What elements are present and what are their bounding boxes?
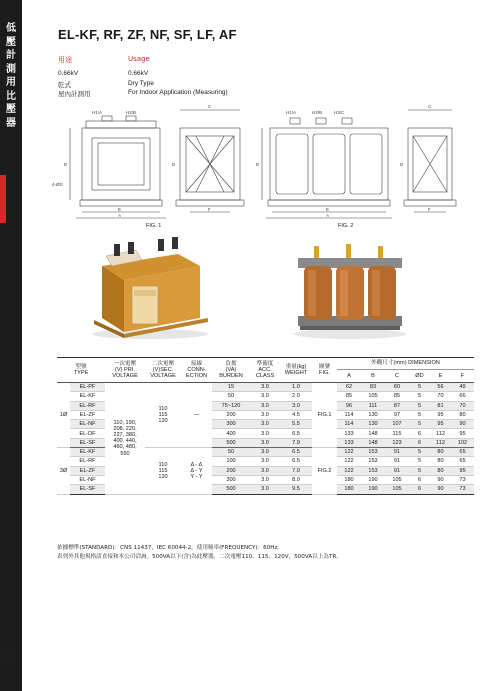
- cell-dim-f: 65: [451, 457, 474, 466]
- cell-dim-a: 122: [337, 466, 361, 475]
- usage-label-cn: 用途: [58, 56, 72, 64]
- cell-acc: 3.0: [250, 401, 280, 410]
- th-dim-f: F: [451, 370, 474, 383]
- cell-dim-a: 114: [337, 420, 361, 429]
- cell-acc: 3.0: [250, 448, 280, 457]
- cell-weight: 2.0: [280, 392, 312, 401]
- th-burden: [212, 358, 250, 383]
- usage-label-en: Usage: [128, 55, 150, 63]
- note-standard: 依據標準(STANDARD)：CNS 11437，IEC 60044-2，使用頻率(FREQUENCY)：60Hz。: [57, 545, 284, 551]
- cell-weight: 6.5: [280, 448, 312, 457]
- cell-dim-a: 62: [337, 383, 361, 392]
- usage-row-cn: 0.66kV: [58, 70, 79, 77]
- fig1-frame: [82, 128, 160, 200]
- th-connection: [181, 358, 212, 383]
- cell-dim-d: 5: [409, 392, 430, 401]
- th-conn-en1: CONN-: [187, 366, 206, 373]
- th-type-en: TYPE: [73, 370, 89, 376]
- th-type: [57, 358, 105, 383]
- cell-dim-e: 81: [430, 401, 451, 410]
- cell-type: EL-PF: [70, 383, 105, 392]
- cell-dim-d: 5: [409, 457, 430, 466]
- fig2-label-b: B: [256, 162, 260, 167]
- fig2-drawing: [262, 110, 456, 218]
- cell-dim-f: 70: [451, 401, 474, 410]
- side-title-char: 測: [6, 63, 16, 75]
- th-dim-c: C: [385, 370, 409, 383]
- th-fig-en: FIG.: [319, 370, 330, 376]
- spec-table-body: [57, 383, 474, 495]
- pri-voltage-line: 550: [120, 450, 130, 457]
- th-fig: [312, 358, 337, 383]
- cell-dim-b: 130: [361, 420, 385, 429]
- cell-dim-e: 56: [430, 383, 451, 392]
- dimension-drawings: [48, 100, 468, 228]
- cell-burden: 50: [212, 392, 250, 401]
- cell-dim-e: 90: [430, 485, 451, 494]
- pri-voltage-line: 400, 440,: [113, 438, 137, 445]
- side-title-char: 器: [6, 117, 16, 129]
- cell-weight: 7.9: [280, 438, 312, 447]
- fig2-label-h1a: H1/A: [286, 110, 297, 115]
- cell-dim-e: 112: [430, 438, 451, 447]
- cell-phase: 3Ø: [57, 448, 70, 494]
- cell-fig: FIG.2: [312, 448, 337, 494]
- fig1-label-d: D: [172, 162, 176, 167]
- cell-dim-c: 60: [385, 383, 409, 392]
- fig2-frame: [270, 128, 388, 200]
- sec-voltage-line: 110: [158, 405, 168, 412]
- cell-dim-e: 80: [430, 457, 451, 466]
- cell-weight: 5.5: [280, 420, 312, 429]
- th-pri-unit: (V) PRI.: [115, 366, 135, 373]
- cell-dim-b: 153: [361, 448, 385, 457]
- cell-sec-voltage: [145, 448, 181, 494]
- fig2-coil-2: [313, 134, 345, 194]
- cell-weight: 7.0: [280, 466, 312, 475]
- fig1-label-a: A: [118, 213, 122, 218]
- fig2-coil-3: [350, 134, 382, 194]
- cell-dim-b: 111: [361, 401, 385, 410]
- cell-burden: 200: [212, 466, 250, 475]
- cell-dim-b: 130: [361, 410, 385, 419]
- cell-acc: 3.0: [250, 438, 280, 447]
- fig2-label-f: F: [428, 207, 431, 212]
- pri-voltage-line: 110, 190,: [113, 419, 137, 426]
- product-photo-single-phase: [88, 236, 214, 340]
- cell-acc: 3.0: [250, 392, 280, 401]
- cell-acc: 3.0: [250, 410, 280, 419]
- cell-dim-a: 133: [337, 429, 361, 438]
- cell-dim-c: 85: [385, 392, 409, 401]
- cell-dim-c: 87: [385, 401, 409, 410]
- cell-burden: 50: [212, 448, 250, 457]
- cell-dim-d: 5: [409, 410, 430, 419]
- cell-type: EL-NF: [70, 420, 105, 429]
- cell-dim-e: 95: [430, 410, 451, 419]
- cell-dim-f: 80: [451, 410, 474, 419]
- th-dim-e: E: [430, 370, 451, 383]
- cell-dim-e: 80: [430, 466, 451, 475]
- cell-dim-a: 85: [337, 392, 361, 401]
- cell-dim-f: 90: [451, 420, 474, 429]
- cell-dim-f: 66: [451, 392, 474, 401]
- cell-dim-a: 133: [337, 438, 361, 447]
- cell-acc: 3.0: [250, 466, 280, 475]
- fig2-coil-1: [276, 134, 308, 194]
- cell-dim-c: 97: [385, 410, 409, 419]
- th-weight-en: WEIGHT: [284, 370, 308, 376]
- cell-type: EL-ZF: [70, 410, 105, 419]
- th-pri-voltage: [105, 358, 145, 383]
- cell-acc: 3.0: [250, 429, 280, 438]
- sec-voltage-line: 115: [158, 411, 168, 418]
- th-acc-en2: CLASS: [255, 373, 275, 380]
- fig1-label-b: B: [64, 162, 68, 167]
- cell-burden: 500: [212, 485, 250, 494]
- sec-voltage-line: 115: [158, 467, 168, 474]
- cell-burden: 300: [212, 475, 250, 484]
- cell-dim-d: 6: [409, 485, 430, 494]
- cell-type: EL-RF: [70, 457, 105, 466]
- cell-dim-c: 91: [385, 448, 409, 457]
- cell-dim-b: 105: [361, 392, 385, 401]
- fig2-label-c: C: [428, 104, 432, 109]
- fig1-drawing: [70, 110, 244, 218]
- cell-acc: 3.0: [250, 485, 280, 494]
- cell-dim-c: 91: [385, 457, 409, 466]
- cell-dim-d: 5: [409, 420, 430, 429]
- cell-type: EL-ZF: [70, 466, 105, 475]
- cell-connection: —: [181, 383, 212, 448]
- cell-dim-e: 70: [430, 392, 451, 401]
- cell-dim-d: 6: [409, 429, 430, 438]
- cell-phase: 1Ø: [57, 383, 70, 448]
- cell-dim-f: 73: [451, 475, 474, 484]
- cell-dim-e: 112: [430, 429, 451, 438]
- side-title-char: 壓: [6, 36, 16, 48]
- usage-row-en: For Indoor Application (Measuring): [128, 89, 228, 96]
- th-burden-cn: 負擔: [225, 360, 237, 367]
- cell-fig: FIG.1: [312, 383, 337, 448]
- cell-type: EL-RF: [70, 401, 105, 410]
- cell-dim-c: 115: [385, 429, 409, 438]
- page-number: 28: [4, 651, 13, 660]
- cell-weight: 9.5: [280, 485, 312, 494]
- connection-line: Δ - Δ: [190, 461, 203, 468]
- fig1-label-e: E: [118, 207, 122, 212]
- cell-type: EL-KF: [70, 392, 105, 401]
- cell-type: EL-NF: [70, 475, 105, 484]
- usage-row-cn: 乾式: [58, 82, 71, 89]
- cell-dim-b: 153: [361, 466, 385, 475]
- cell-dim-c: 105: [385, 485, 409, 494]
- pri-voltage-line: 227, 380,: [113, 432, 137, 439]
- cell-burden: 400: [212, 429, 250, 438]
- cell-burden: 500: [212, 438, 250, 447]
- cell-dim-a: 114: [337, 410, 361, 419]
- cell-dim-d: 5: [409, 401, 430, 410]
- cell-pri-voltage: [105, 383, 145, 495]
- th-acc-en1: ACC.: [258, 366, 272, 373]
- th-accuracy: [250, 358, 280, 383]
- cell-dim-f: 102: [451, 438, 474, 447]
- cell-burden: 15: [212, 383, 250, 392]
- cell-dim-a: 122: [337, 448, 361, 457]
- cell-weight: 4.5: [280, 410, 312, 419]
- fig1-label-h2b: H2/B: [126, 110, 137, 115]
- th-dimension: 外觀尺寸(mm) DIMENSION: [337, 358, 474, 370]
- cell-dim-a: 122: [337, 457, 361, 466]
- th-sec-en: VOLTAGE: [150, 373, 176, 380]
- sec-voltage-line: 120: [158, 473, 168, 480]
- th-weight: [280, 358, 312, 383]
- th-dim-b: B: [361, 370, 385, 383]
- note-contact: 表列外其他規格請直接和本公司洽詢。500VA以下(含)為此壓器，二次電壓110、115、120V，500VA以上為TR。: [57, 554, 342, 560]
- th-dim-d: ØD: [409, 370, 430, 383]
- cell-burden: 200: [212, 410, 250, 419]
- th-sec-voltage: [145, 358, 181, 383]
- pri-voltage-line: 460, 480,: [113, 444, 137, 451]
- fig2-label-e: E: [326, 207, 330, 212]
- cell-dim-e: 90: [430, 475, 451, 484]
- cell-dim-b: 83: [361, 383, 385, 392]
- usage-row-en: 0.66kV: [128, 70, 149, 77]
- cell-type: EL-SF: [70, 438, 105, 447]
- cell-dim-b: 190: [361, 475, 385, 484]
- th-type-cn: 型號: [75, 363, 87, 370]
- cell-dim-f: 49: [451, 383, 474, 392]
- side-title-char: 比: [6, 90, 16, 102]
- fig1-terminal-h1: [102, 116, 112, 121]
- side-title-char: 低: [6, 23, 16, 34]
- cell-dim-b: 148: [361, 438, 385, 447]
- cell-burden: 100: [212, 457, 250, 466]
- cell-dim-d: 5: [409, 448, 430, 457]
- cell-burden: 300: [212, 420, 250, 429]
- cell-acc: 3.0: [250, 457, 280, 466]
- cell-dim-c: 91: [385, 466, 409, 475]
- side-title-char: 計: [6, 50, 16, 61]
- fig1-base: [80, 200, 162, 206]
- cell-dim-b: 153: [361, 457, 385, 466]
- fig2-caption: FIG. 2: [338, 223, 354, 229]
- cell-dim-d: 6: [409, 475, 430, 484]
- cell-weight: 8.0: [280, 475, 312, 484]
- fig2-base: [268, 200, 390, 206]
- cell-dim-b: 190: [361, 485, 385, 494]
- th-burden-en: BURDEN: [219, 373, 243, 380]
- cell-type: EL-SF: [70, 485, 105, 494]
- cell-weight: 6.5: [280, 429, 312, 438]
- cell-connection: [181, 448, 212, 494]
- th-pri-en: VOLTAGE: [112, 373, 138, 380]
- th-burden-unit: (VA): [225, 366, 237, 373]
- cell-weight: 1.0: [280, 383, 312, 392]
- fig1-inner: [92, 138, 150, 190]
- cell-dim-f: 65: [451, 448, 474, 457]
- cell-dim-c: 107: [385, 420, 409, 429]
- fig2-label-h3c: H3/C: [334, 110, 345, 115]
- side-accent-bar: [0, 175, 6, 223]
- cell-dim-f: 95: [451, 429, 474, 438]
- cell-sec-voltage: [145, 383, 181, 448]
- th-dim-a: A: [337, 370, 361, 383]
- th-fig-cn: 圖號: [318, 363, 331, 370]
- side-title-char: 壓: [6, 104, 16, 115]
- cell-dim-e: 80: [430, 448, 451, 457]
- cell-dim-f: 95: [451, 466, 474, 475]
- sec-voltage-line: 110: [158, 461, 168, 468]
- side-title-char: 用: [6, 77, 16, 88]
- th-acc-cn: 準確度: [256, 360, 274, 367]
- fig1-core: [98, 143, 144, 185]
- fig1-terminal-h2: [126, 116, 136, 121]
- fig2-label-d: D: [400, 162, 404, 167]
- th-conn-en2: ECTION: [185, 373, 208, 380]
- sec-voltage-line: 120: [158, 418, 168, 425]
- cell-dim-e: 95: [430, 420, 451, 429]
- pri-voltage-line: 208, 220,: [113, 425, 137, 432]
- cell-dim-a: 96: [337, 401, 361, 410]
- fig2-labels: [256, 104, 432, 218]
- th-pri-cn: 一次電壓: [113, 360, 137, 367]
- cell-dim-a: 180: [337, 485, 361, 494]
- table-row: [57, 383, 474, 392]
- fig1-caption: FIG. 1: [146, 223, 162, 229]
- cell-acc: 3.0: [250, 420, 280, 429]
- cell-burden: 75~120: [212, 401, 250, 410]
- cell-acc: 3.0: [250, 383, 280, 392]
- th-sec-cn: 二次電壓: [151, 360, 175, 367]
- cell-dim-c: 105: [385, 475, 409, 484]
- cell-dim-a: 180: [337, 475, 361, 484]
- fig1-label-c: C: [208, 104, 212, 109]
- cell-acc: 3.0: [250, 475, 280, 484]
- cell-dim-d: 5: [409, 466, 430, 475]
- cell-weight: 6.5: [280, 457, 312, 466]
- usage-row-en: Dry Type: [128, 80, 154, 87]
- fig2-label-h2b: H2/B: [312, 110, 323, 115]
- connection-line: Δ - Y: [190, 467, 203, 474]
- cell-weight: 3.0: [280, 401, 312, 410]
- cell-type: EL-DF: [70, 429, 105, 438]
- fig1-label-h1a: H1/A: [92, 110, 103, 115]
- th-conn-cn: 接線: [190, 360, 203, 367]
- page-title: EL-KF, RF, ZF, NF, SF, LF, AF: [58, 27, 237, 42]
- fig2-label-a: A: [326, 213, 330, 218]
- side-title: [0, 22, 22, 130]
- th-weight-cn: 重量(kg): [285, 363, 307, 370]
- usage-row-cn: 屋內計測用: [58, 91, 91, 98]
- product-photo-three-phase: [288, 236, 414, 340]
- spec-table: [57, 357, 474, 495]
- th-sec-unit: (V)SEC.: [152, 366, 174, 373]
- cell-dim-c: 123: [385, 438, 409, 447]
- cell-type: EL-KF: [70, 448, 105, 457]
- fig1-label-hole: 4-ØD: [52, 182, 63, 187]
- connection-line: Y - Y: [190, 473, 203, 480]
- cell-dim-f: 73: [451, 485, 474, 494]
- cell-dim-d: 6: [409, 438, 430, 447]
- cell-dim-b: 148: [361, 429, 385, 438]
- cell-dim-d: 5: [409, 383, 430, 392]
- fig1-label-f: F: [208, 207, 211, 212]
